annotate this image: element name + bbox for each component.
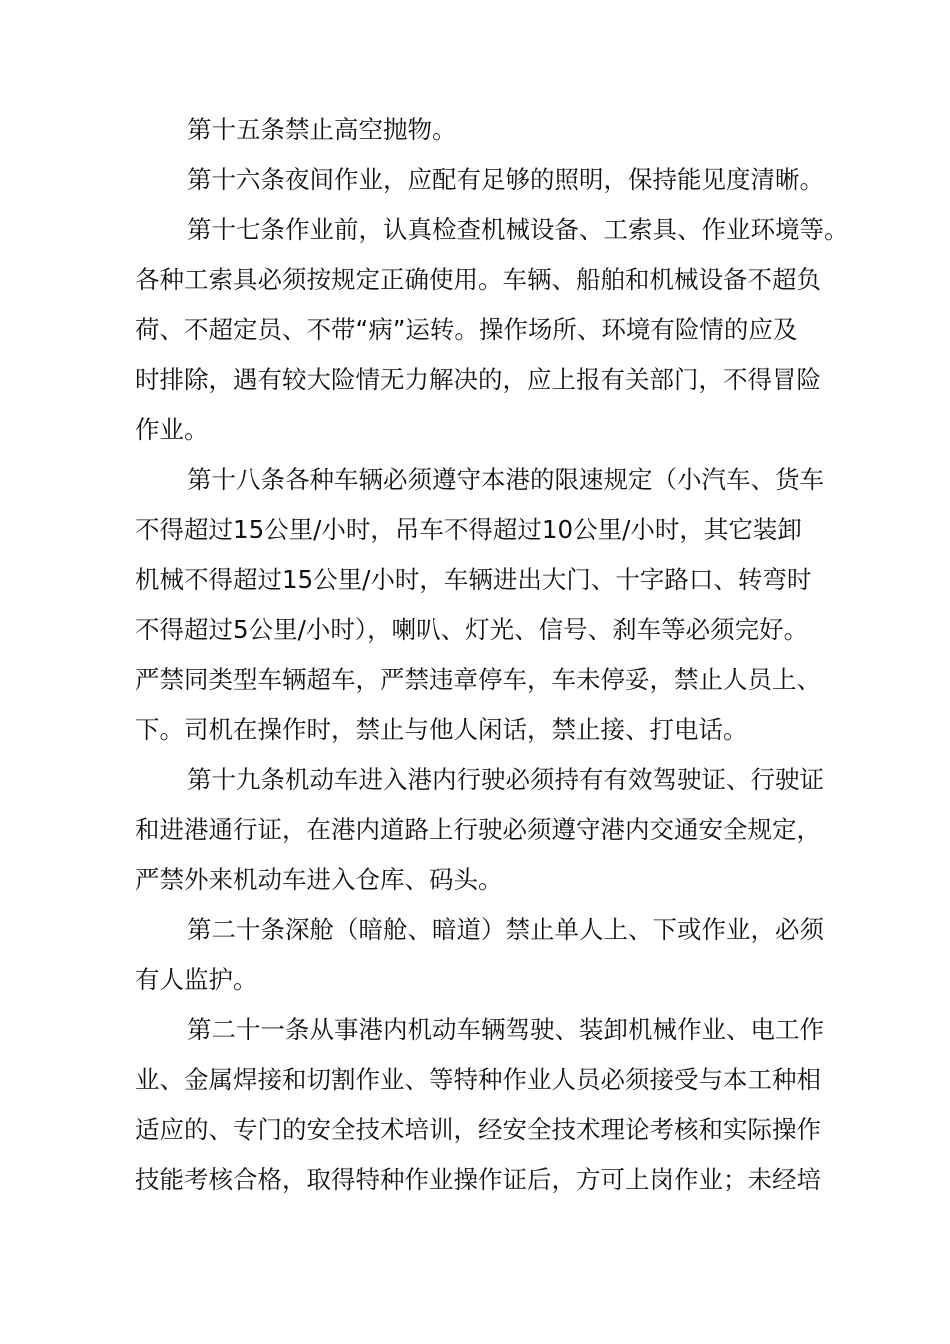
text-line: 适应的、专门的安全技术培训，经安全技术理论考核和实际操作: [135, 1115, 821, 1144]
text-line: 第十五条禁止高空抛物。: [187, 115, 457, 144]
text-line: 第十六条夜间作业，应配有足够的照明，保持能见度清晰。: [187, 165, 824, 194]
text-line: 严禁外来机动车进入仓库、码头。: [135, 865, 503, 894]
text-line: 第十九条机动车进入港内行驶必须持有有效驾驶证、行驶证: [187, 765, 824, 794]
text-line: 下。司机在操作时，禁止与他人闲话，禁止接、打电话。: [135, 715, 748, 744]
text-line: 机械不得超过15公里/小时，车辆进出大门、十字路口、转弯时: [135, 565, 812, 594]
text-line: 作业。: [135, 415, 209, 444]
text-line: 第二十条深舱（暗舱、暗道）禁止单人上、下或作业，必须: [187, 915, 824, 944]
text-line: 第十八条各种车辆必须遵守本港的限速规定（小汽车、货车: [187, 465, 824, 494]
text-line: 各种工索具必须按规定正确使用。车辆、船舶和机械设备不超负: [135, 265, 821, 294]
text-line: 技能考核合格，取得特种作业操作证后，方可上岗作业；未经培: [135, 1165, 821, 1194]
text-line: 严禁同类型车辆超车，严禁违章停车，车未停妥，禁止人员上、: [135, 665, 821, 694]
text-line: 不得超过5公里/小时），喇叭、灯光、信号、刹车等必须完好。: [135, 615, 809, 644]
text-line: 有人监护。: [135, 965, 258, 994]
text-line: 不得超过15公里/小时，吊车不得超过10公里/小时，其它装卸: [135, 515, 802, 544]
text-line: 第十七条作业前，认真检查机械设备、工索具、作业环境等。: [187, 215, 849, 244]
text-line: 业、金属焊接和切割作业、等特种作业人员必须接受与本工种相: [135, 1065, 821, 1094]
text-line: 和进港通行证，在港内道路上行驶必须遵守港内交通安全规定，: [135, 815, 821, 844]
text-line: 第二十一条从事港内机动车辆驾驶、装卸机械作业、电工作: [187, 1015, 824, 1044]
text-line: 荷、不超定员、不带“病”运转。操作场所、环境有险情的应及: [135, 315, 798, 344]
text-line: 时排除，遇有较大险情无力解决的，应上报有关部门，不得冒险: [135, 365, 821, 394]
